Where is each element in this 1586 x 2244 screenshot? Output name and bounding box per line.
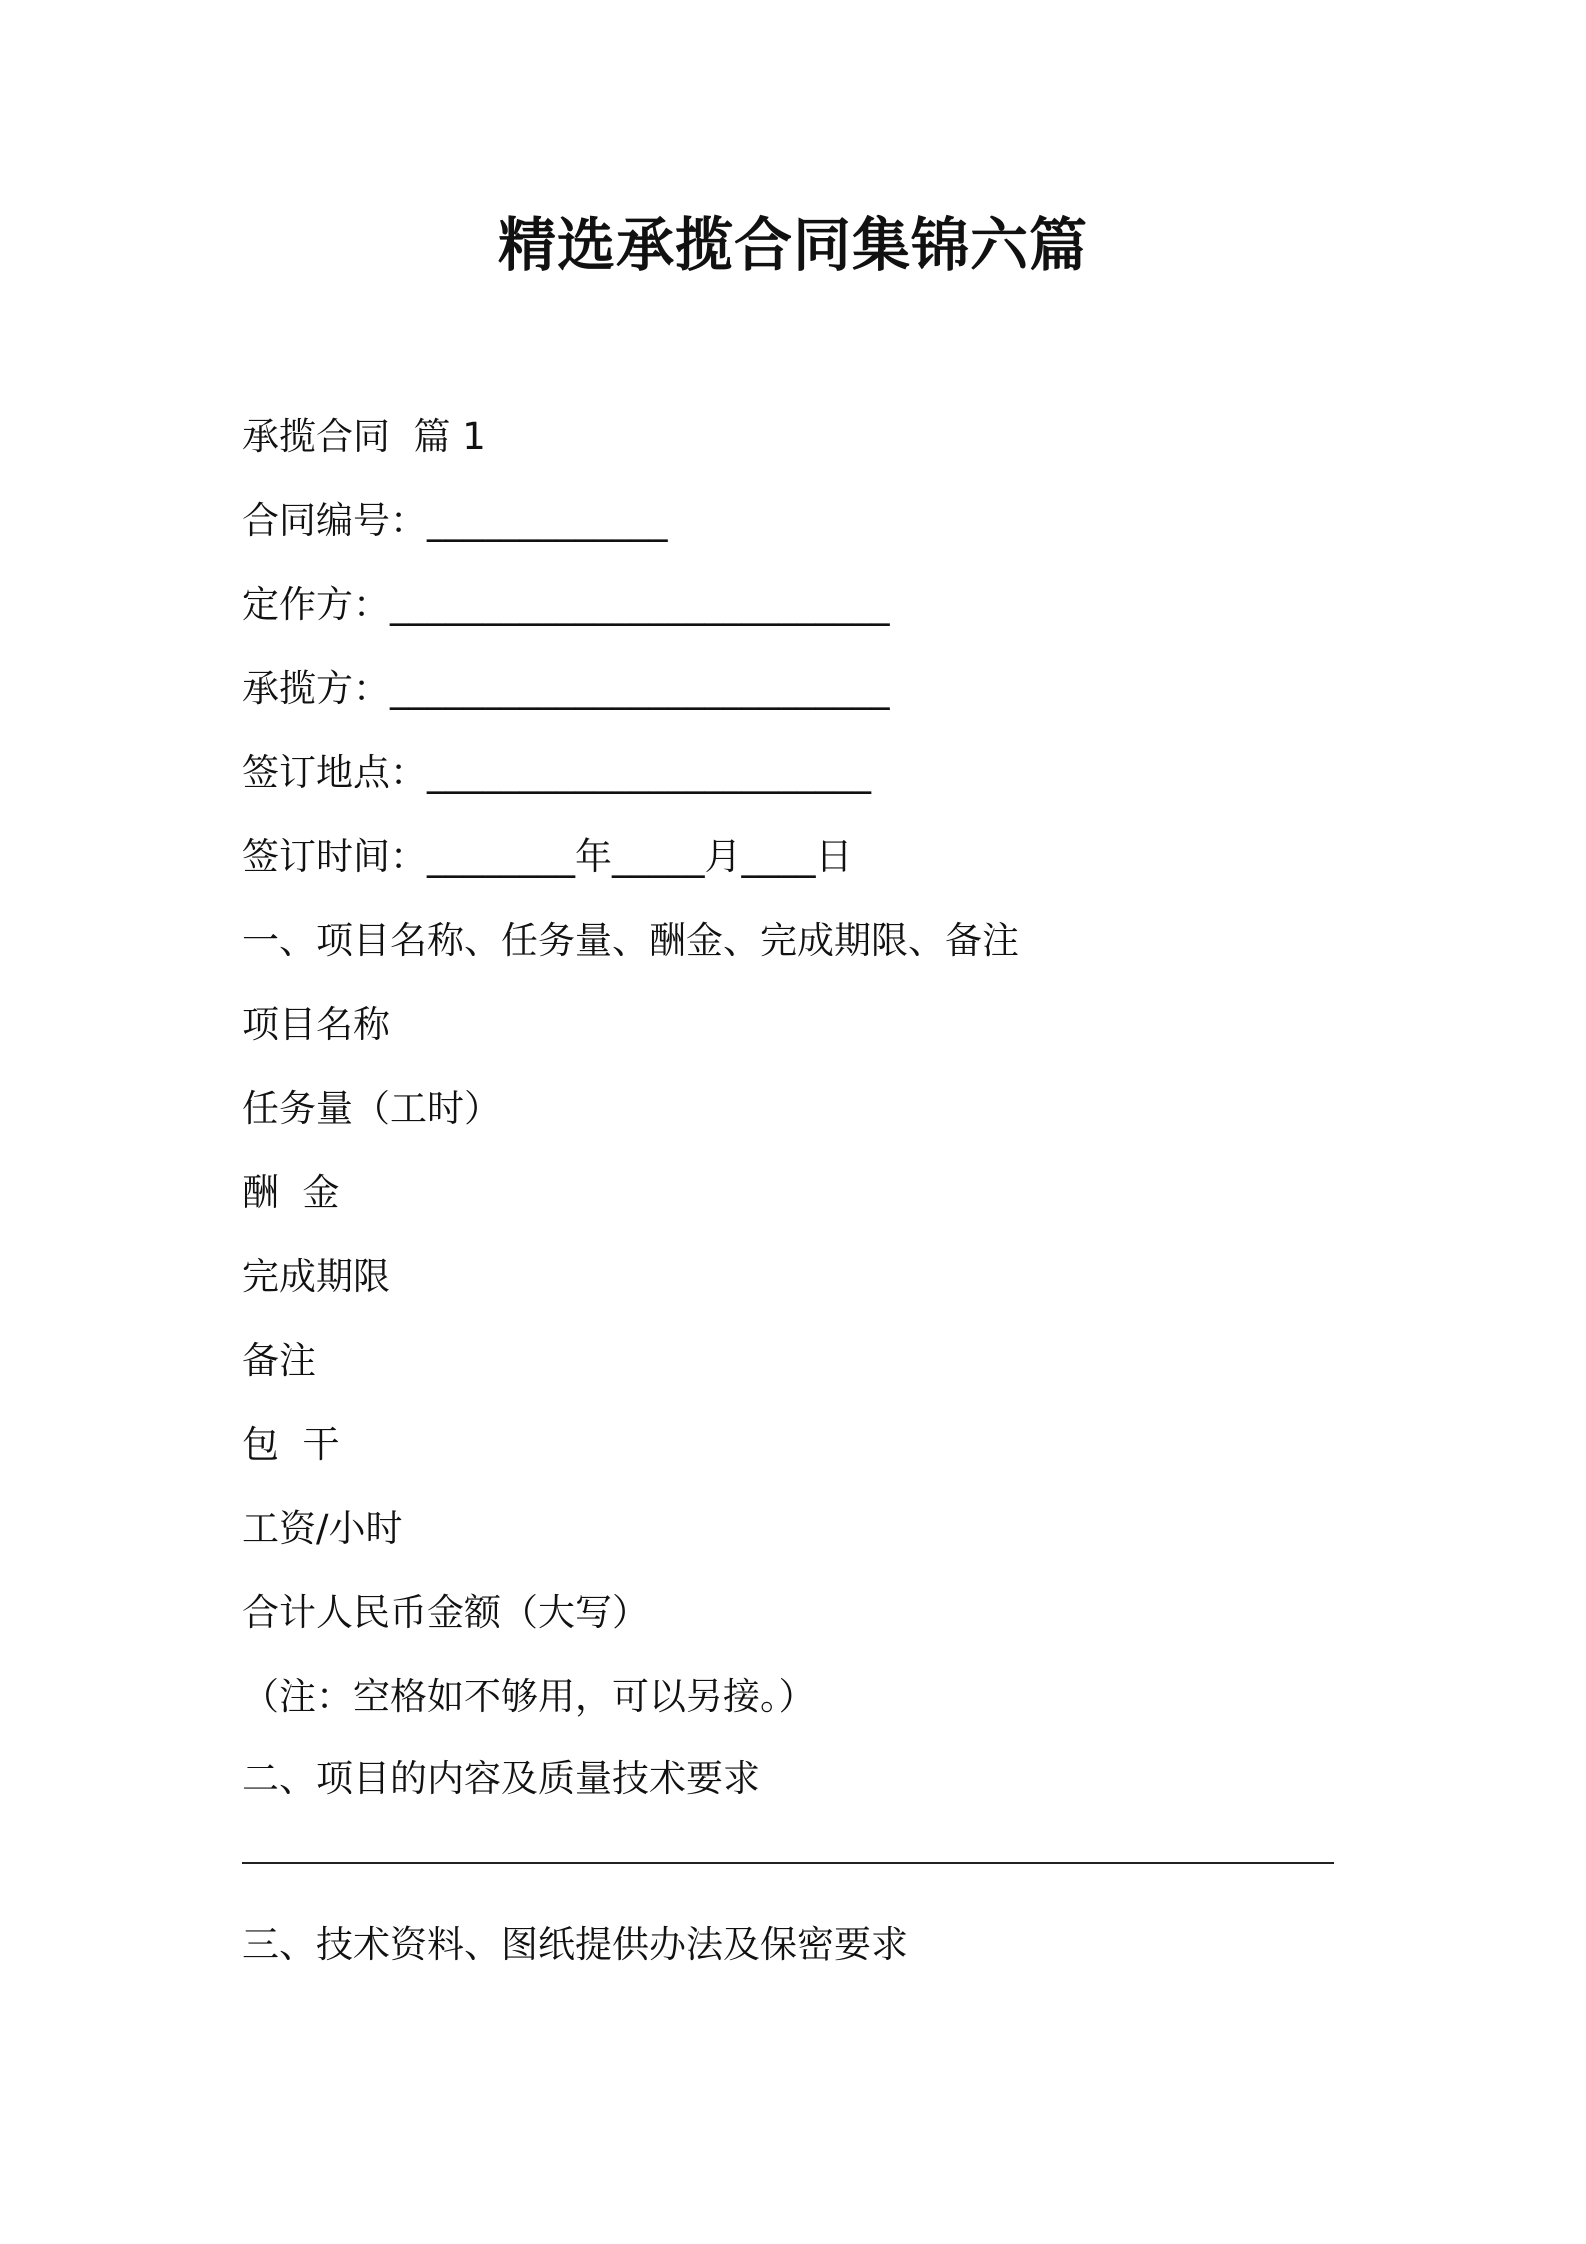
contract-number-field: 合同编号：_____________ (242, 499, 668, 542)
item-remarks: 备注 (242, 1339, 316, 1382)
item-total-amount: 合计人民币金额（大写） (242, 1591, 649, 1634)
clause-2-heading: 二、项目的内容及质量技术要求 (242, 1757, 760, 1800)
fill-in-rule (242, 1862, 1334, 1864)
contractor-field: 承揽方：___________________________ (242, 667, 890, 710)
document-title: 精选承揽合同集锦六篇 (497, 211, 1088, 279)
signing-place-field: 签订地点：________________________ (242, 751, 871, 794)
clause-1-heading: 一、项目名称、任务量、酬金、完成期限、备注 (242, 919, 1019, 962)
item-workload: 任务量（工时） (242, 1087, 501, 1130)
ordering-party-field: 定作方：___________________________ (242, 583, 890, 626)
item-project-name: 项目名称 (242, 1003, 390, 1046)
item-remuneration: 酬 金 (242, 1171, 340, 1214)
section-heading-part-1: 承揽合同 篇 1 (242, 415, 486, 458)
item-deadline: 完成期限 (242, 1255, 390, 1298)
signing-date-field: 签订时间：________年_____月____日 (242, 835, 853, 878)
table-note: （注：空格如不够用，可以另接。） (242, 1675, 816, 1718)
item-lump-sum: 包 干 (242, 1423, 340, 1466)
item-hourly-wage: 工资/小时 (242, 1507, 403, 1550)
clause-3-heading: 三、技术资料、图纸提供办法及保密要求 (242, 1923, 908, 1966)
